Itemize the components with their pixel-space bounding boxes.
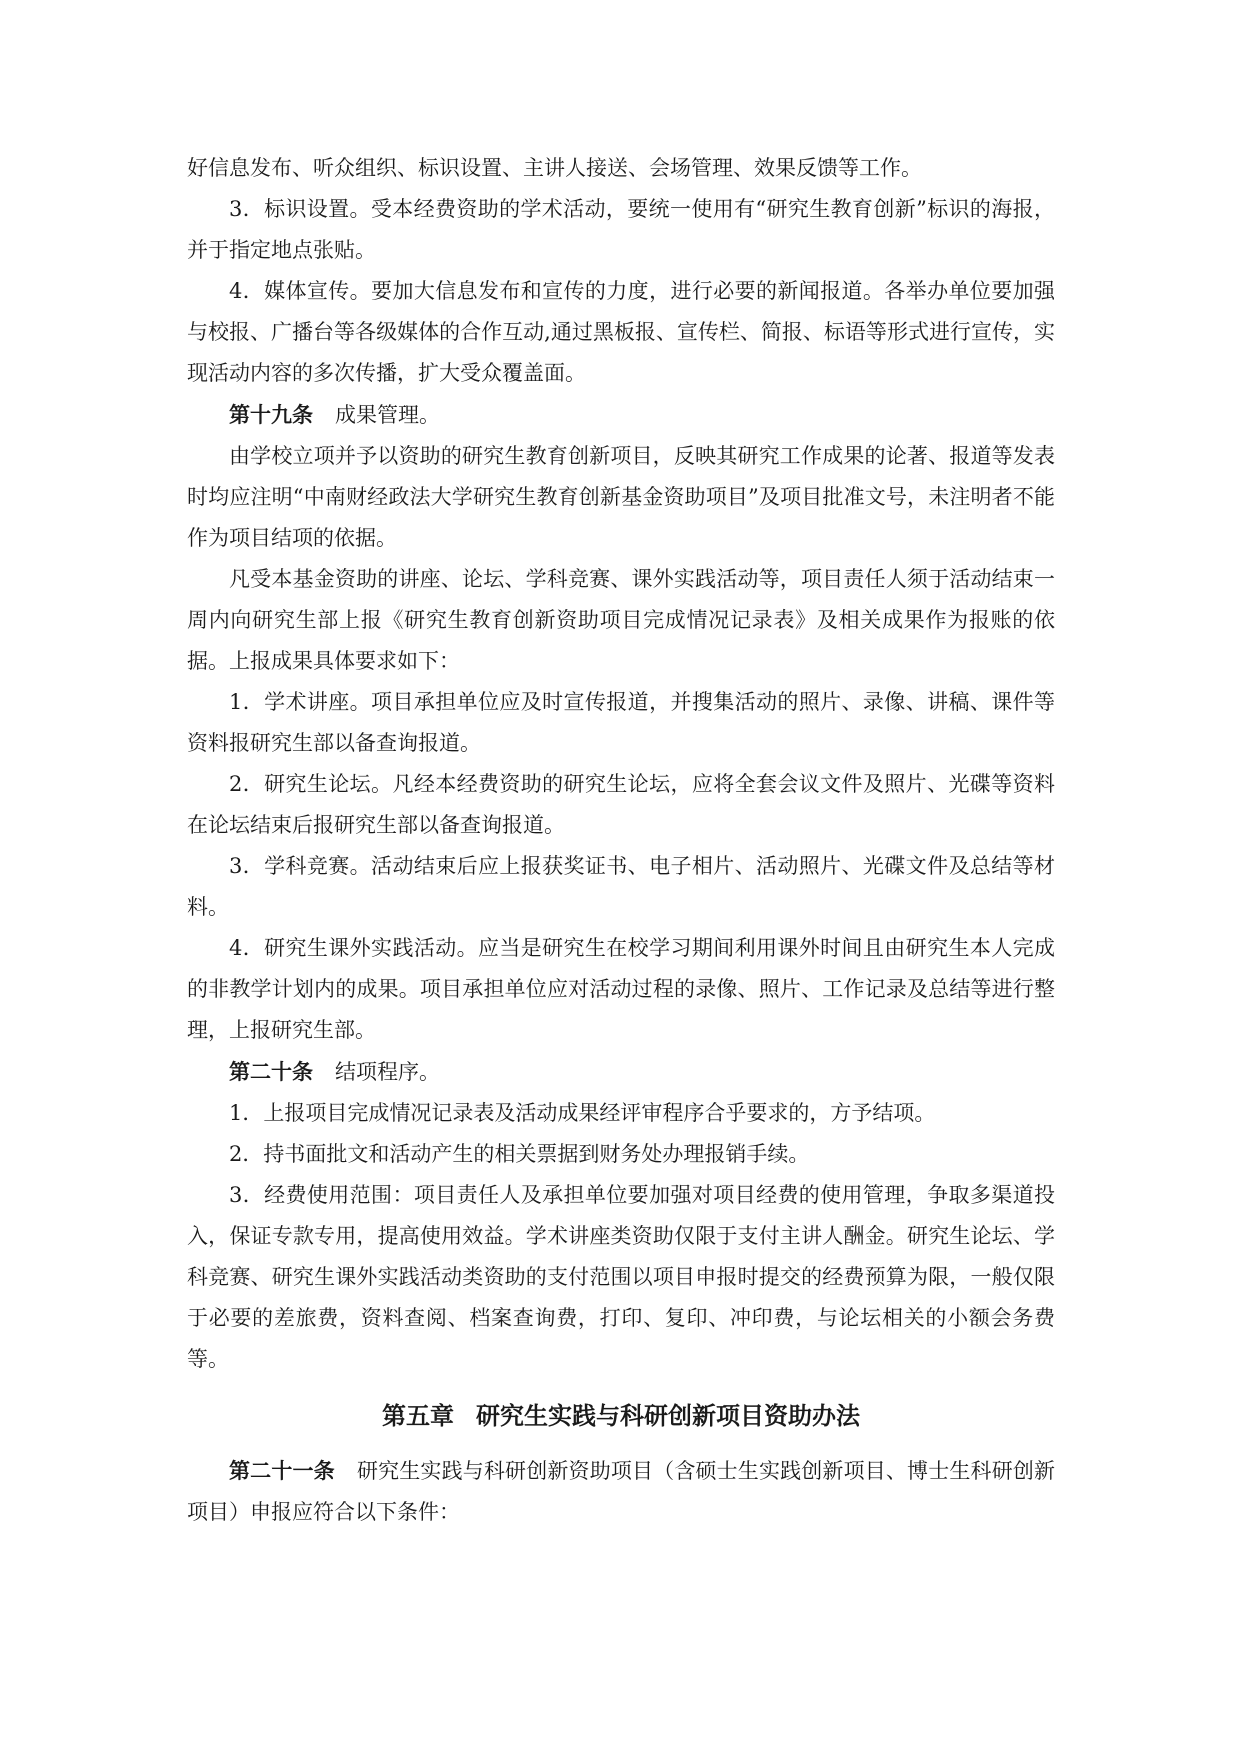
paragraph-closing-1: 1．上报项目完成情况记录表及活动成果经评审程序合乎要求的，方予结项。	[229, 1101, 936, 1125]
article-20-heading	[187, 1051, 1055, 1093]
article-19-title: 成果管理。	[335, 403, 440, 427]
paragraph-competition: 3．学科竞赛。活动结束后应上报获奖证书、电子相片、活动照片、光碟文件及总结等材料。	[187, 854, 1055, 919]
article-19-number: 第十九条	[229, 402, 313, 427]
chapter-number: 第五章	[382, 1402, 454, 1430]
paragraph-lecture: 1．学术讲座。项目承担单位应及时宣传报道，并搜集活动的照片、录像、讲稿、课件等资料报研究生部以备查询报道。	[187, 690, 1055, 755]
article-21-paragraph	[187, 1450, 1055, 1533]
article-21-text: 研究生实践与科研创新资助项目（含硕士生实践创新项目、博士生科研创新项目）申报应符合以下条件：	[187, 1459, 1056, 1524]
paragraph-signage: 3．标识设置。受本经费资助的学术活动，要统一使用有“研究生教育创新”标识的海报，并于指定地点张贴。	[187, 197, 1055, 262]
paragraph-closing-2: 2．持书面批文和活动产生的相关票据到财务处办理报销手续。	[229, 1142, 810, 1166]
paragraph-continuation: 好信息发布、听众组织、标识设置、主讲人接送、会场管理、效果反馈等工作。	[187, 156, 922, 180]
chapter-heading	[187, 1394, 1055, 1438]
article-20-number: 第二十条	[229, 1059, 313, 1084]
paragraph-funding-scope: 3．经费使用范围：项目责任人及承担单位要加强对项目经费的使用管理，争取多渠道投入，保证专款专用，提高使用效益。学术讲座类资助仅限于支付主讲人酬金。研究生论坛、学科竞赛、研究生课外实践活动类资助的支付范围以项目申报时提交的经费预算为限，一般仅限于必要的差旅费，资料查阅、档案查询费，打印、复印、冲印费，与论坛相关的小额会务费等。	[187, 1183, 1055, 1371]
paragraph-media: 4．媒体宣传。要加大信息发布和宣传的力度，进行必要的新闻报道。各举办单位要加强与校报、广播台等各级媒体的合作互动,通过黑板报、宣传栏、简报、标语等形式进行宣传，实现活动内容的多次传播，扩大受众覆盖面。	[187, 279, 1055, 385]
page-content	[187, 148, 1055, 1533]
article-19-heading	[187, 394, 1055, 436]
chapter-title: 研究生实践与科研创新项目资助办法	[476, 1402, 860, 1430]
paragraph-results-report: 凡受本基金资助的讲座、论坛、学科竞赛、课外实践活动等，项目责任人须于活动结束一周内向研究生部上报《研究生教育创新资助项目完成情况记录表》及相关成果作为报账的依据。上报成果具体要求如下：	[187, 567, 1055, 673]
paragraph-practice: 4．研究生课外实践活动。应当是研究生在校学习期间利用课外时间且由研究生本人完成的非教学计划内的成果。项目承担单位应对活动过程的录像、照片、工作记录及总结等进行整理，上报研究生部。	[187, 936, 1055, 1042]
article-20-title: 结项程序。	[335, 1060, 440, 1084]
paragraph-forum: 2．研究生论坛。凡经本经费资助的研究生论坛，应将全套会议文件及照片、光碟等资料在论坛结束后报研究生部以备查询报道。	[187, 772, 1055, 837]
article-21-number: 第二十一条	[229, 1458, 335, 1483]
paragraph-results-publication: 由学校立项并予以资助的研究生教育创新项目，反映其研究工作成果的论著、报道等发表时均应注明“中南财经政法大学研究生教育创新基金资助项目”及项目批准文号，未注明者不能作为项目结项的依据。	[187, 444, 1055, 550]
